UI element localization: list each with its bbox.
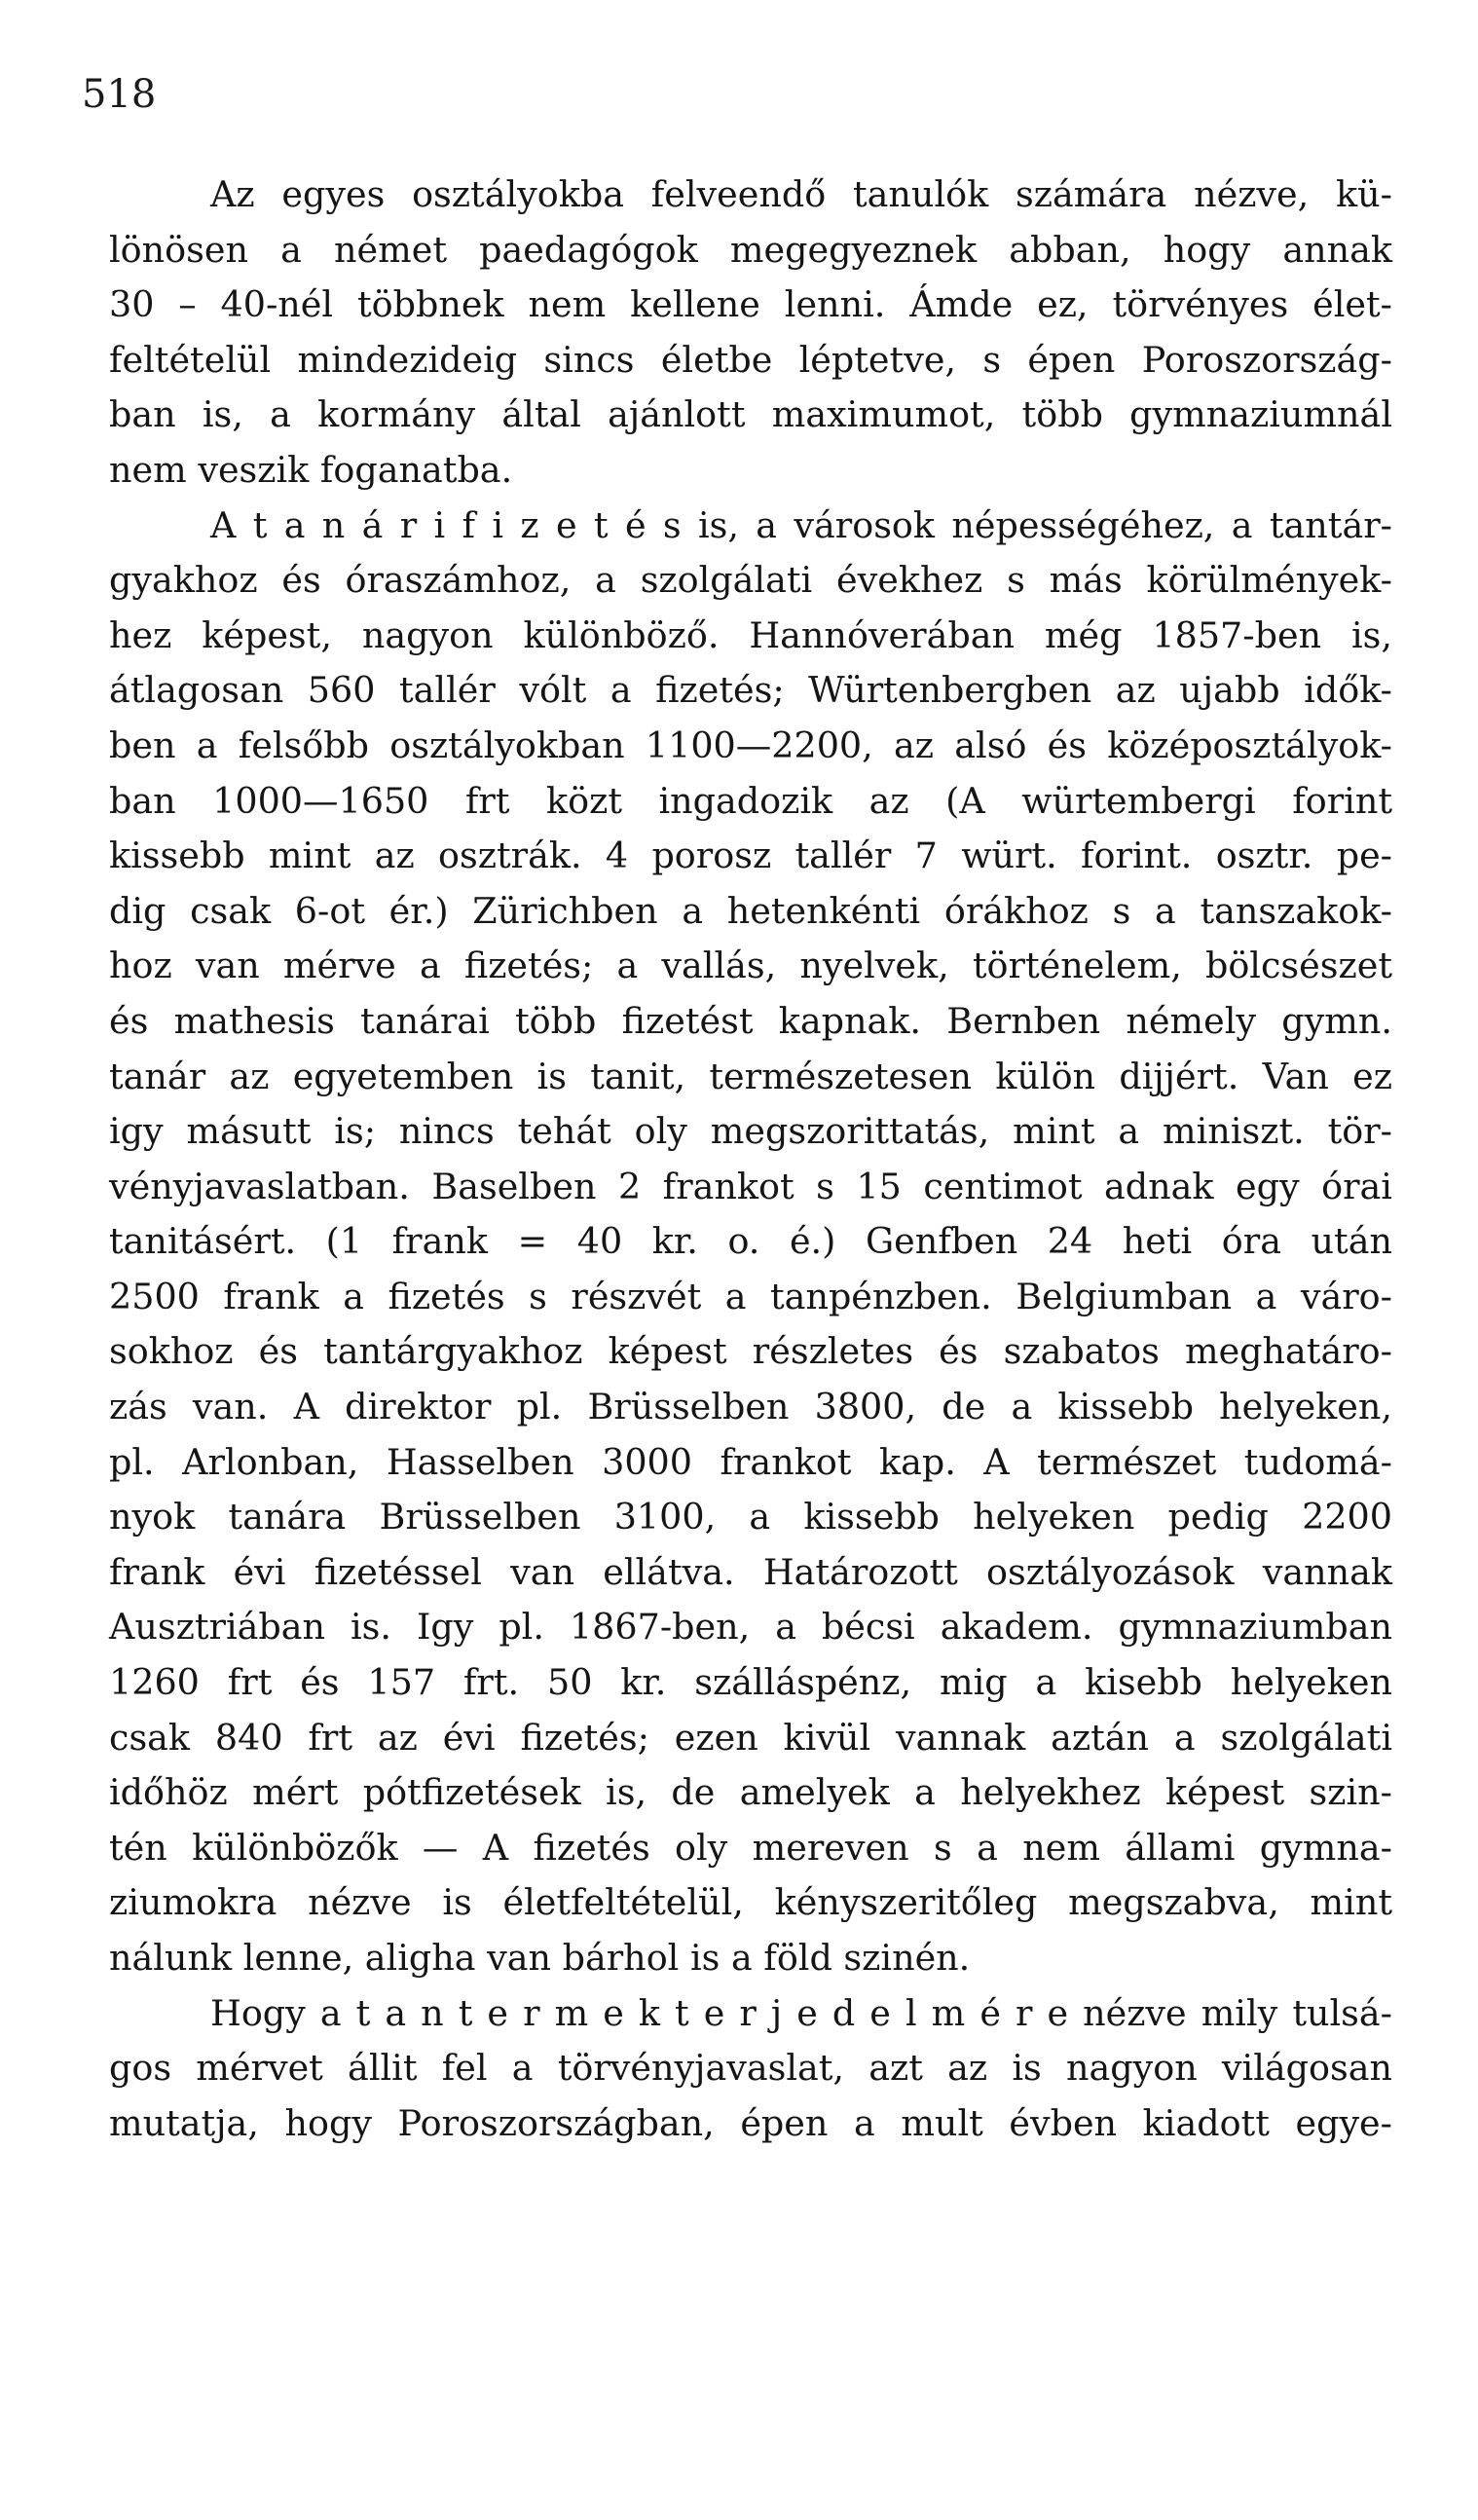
text-line: Ausztriában is. Igy pl. 1867-ben, a bécsi akadem. gymnaziumban bbox=[109, 1606, 1392, 1649]
text-line: átlagosan 560 tallér vólt a fizetés; Würtenbergben az ujabb idők- bbox=[109, 669, 1392, 712]
text-line: Hogy a t a n t e r m e k t e r j e d e l m é r e nézve mily tulsá- bbox=[210, 1991, 1392, 2034]
text-line: 2500 frank a fizetés s részvét a tanpénzben. Belgiumban a váro- bbox=[109, 1275, 1392, 1317]
text-line: ziumokra nézve is életfeltételül, kényszeritőleg megszabva, mint bbox=[109, 1881, 1392, 1924]
text-line: gyakhoz és óraszámhoz, a szolgálati évekhez s más körülmények- bbox=[109, 559, 1392, 602]
paragraph bbox=[109, 1986, 1392, 2152]
text-line: hoz van mérve a fizetés; a vallás, nyelvek, történelem, bölcsészet bbox=[109, 945, 1392, 987]
text-line: vényjavaslatban. Baselben 2 frankot s 15 centimot adnak egy órai bbox=[109, 1165, 1392, 1207]
paragraph bbox=[109, 499, 1392, 1986]
text-line: nyok tanára Brüsselben 3100, a kissebb helyeken pedig 2200 bbox=[109, 1496, 1392, 1538]
text-line: tanitásért. (1 frank = 40 kr. o. é.) Genfben 24 heti óra után bbox=[109, 1220, 1392, 1263]
text-line: sokhoz és tantárgyakhoz képest részletes és szabatos meghatáro- bbox=[109, 1330, 1392, 1373]
text-line: 1260 frt és 157 frt. 50 kr. szálláspénz, mig a kisebb helyeken bbox=[109, 1661, 1392, 1704]
text-line: Az egyes osztályokba felveendő tanulók számára nézve, kü- bbox=[210, 173, 1392, 215]
text-line: ban is, a kormány által ajánlott maximumot, több gymnaziumnál bbox=[109, 393, 1392, 436]
text-line: tanár az egyetemben is tanit, természetesen külön dijjért. Van ez bbox=[109, 1055, 1392, 1097]
body-text bbox=[109, 167, 1392, 2151]
text-line: és mathesis tanárai több fizetést kapnak. Bernben némely gymn. bbox=[109, 999, 1392, 1042]
text-line: mutatja, hogy Poroszországban, épen a mult évben kiadott egye- bbox=[109, 2101, 1392, 2144]
text-line: pl. Arlonban, Hasselben 3000 frankot kap. A természet tudomá- bbox=[109, 1440, 1392, 1483]
text-line: csak 840 frt az évi fizetés; ezen kivül vannak aztán a szolgálati bbox=[109, 1716, 1392, 1759]
text-line: dig csak 6-ot ér.) Zürichben a hetenkénti órákhoz s a tanszakok- bbox=[109, 889, 1392, 932]
text-line: lönösen a német paedagógok megegyeznek abban, hogy annak bbox=[109, 228, 1392, 271]
page-number: 518 bbox=[82, 72, 157, 117]
text-line: hez képest, nagyon különböző. Hannóverában még 1857-ben is, bbox=[109, 613, 1392, 656]
text-line: nálunk lenne, aligha van bárhol is a föld szinén. bbox=[109, 1937, 971, 1979]
text-line: ben a felsőbb osztályokban 1100—2200, az alsó és középosztályok- bbox=[109, 723, 1392, 766]
text-line: gos mérvet állit fel a törvényjavaslat, azt az is nagyon világosan bbox=[109, 2047, 1392, 2090]
text-line: feltételül mindezideig sincs életbe léptetve, s épen Poroszország- bbox=[109, 338, 1392, 381]
text-line: frank évi fizetéssel van ellátva. Határozott osztályozások vannak bbox=[109, 1550, 1392, 1593]
text-line: A t a n á r i f i z e t é s is, a városok népességéhez, a tantár- bbox=[210, 503, 1392, 546]
text-line: kissebb mint az osztrák. 4 porosz tallér 7 würt. forint. osztr. pe- bbox=[109, 834, 1392, 877]
text-line: 30 – 40-nél többnek nem kellene lenni. Ámde ez, törvényes élet- bbox=[109, 283, 1392, 326]
text-line: tén különbözők — A fizetés oly mereven s a nem állami gymna- bbox=[109, 1826, 1392, 1869]
text-line: nem veszik foganatba. bbox=[109, 448, 513, 491]
text-line: ban 1000—1650 frt közt ingadozik az (A würtembergi forint bbox=[109, 779, 1392, 822]
text-line: igy másutt is; nincs tehát oly megszorittatás, mint a miniszt. tör- bbox=[109, 1110, 1392, 1153]
text-line: zás van. A direktor pl. Brüsselben 3800, de a kissebb helyeken, bbox=[109, 1386, 1392, 1428]
paragraph bbox=[109, 167, 1392, 499]
text-line: időhöz mért pótfizetések is, de amelyek a helyekhez képest szin- bbox=[109, 1771, 1392, 1814]
